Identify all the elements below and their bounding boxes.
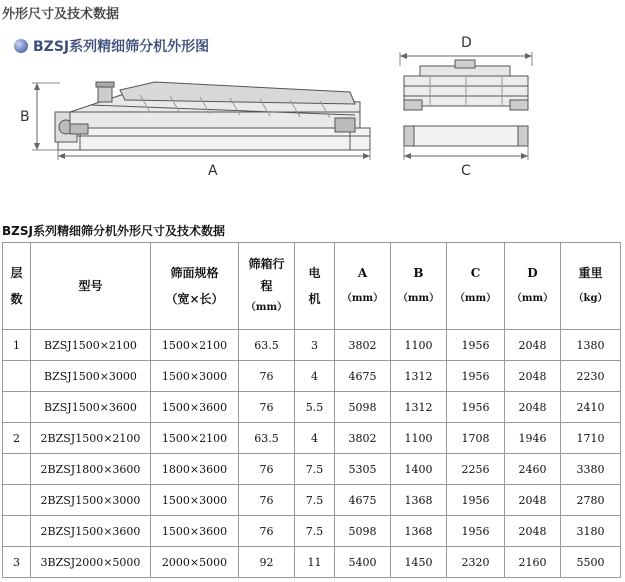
cell-weight: 1710 (561, 423, 621, 454)
cell-layers (3, 361, 31, 392)
cell-d: 1946 (505, 423, 561, 454)
cell-a: 5098 (335, 516, 391, 547)
cell-motor: 5.5 (295, 392, 335, 423)
cell-spec: 1500×2100 (151, 423, 239, 454)
cell-motor: 4 (295, 361, 335, 392)
cell-d: 2460 (505, 454, 561, 485)
cell-a: 3802 (335, 423, 391, 454)
cell-motor: 11 (295, 547, 335, 578)
cell-layers (3, 454, 31, 485)
cell-model: BZSJ1500×3600 (31, 392, 151, 423)
cell-b: 1368 (391, 485, 447, 516)
cell-b: 1100 (391, 423, 447, 454)
cell-model: 2BZSJ1800×3600 (31, 454, 151, 485)
cell-a: 3802 (335, 330, 391, 361)
cell-stroke: 63.5 (239, 330, 295, 361)
cell-weight: 2230 (561, 361, 621, 392)
cell-motor: 7.5 (295, 485, 335, 516)
cell-spec: 1500×3000 (151, 485, 239, 516)
cell-layers (3, 485, 31, 516)
cell-layers: 2 (3, 423, 31, 454)
cell-spec: 1800×3600 (151, 454, 239, 485)
cell-model: BZSJ1500×3000 (31, 361, 151, 392)
table-title: BZSJ系列精细筛分机外形尺寸及技术数据 (2, 224, 225, 238)
cell-a: 5305 (335, 454, 391, 485)
cell-spec: 1500×2100 (151, 330, 239, 361)
dimension-a-label: A (208, 163, 218, 179)
cell-weight: 5500 (561, 547, 621, 578)
cell-stroke: 76 (239, 361, 295, 392)
cell-b: 1100 (391, 330, 447, 361)
cell-d: 2048 (505, 361, 561, 392)
machine-outline-drawing (0, 0, 625, 220)
cell-d: 2048 (505, 485, 561, 516)
cell-spec: 1500×3600 (151, 516, 239, 547)
cell-stroke: 76 (239, 392, 295, 423)
table-row (3, 361, 621, 392)
cell-spec: 1500×3000 (151, 361, 239, 392)
header-a: A （mm） (335, 243, 391, 330)
cell-c: 1956 (447, 330, 505, 361)
cell-motor: 3 (295, 330, 335, 361)
cell-weight: 3380 (561, 454, 621, 485)
cell-model: 2BZSJ1500×3000 (31, 485, 151, 516)
cell-motor: 7.5 (295, 516, 335, 547)
page-heading: 外形尺寸及技术数据 (2, 7, 120, 22)
side-view (32, 82, 370, 160)
cell-c: 1956 (447, 485, 505, 516)
header-b: B （mm） (391, 243, 447, 330)
cell-b: 1312 (391, 361, 447, 392)
header-d: D （mm） (505, 243, 561, 330)
cell-b: 1400 (391, 454, 447, 485)
table-row (3, 516, 621, 547)
header-screen-spec: 筛面规格 （宽×长） (151, 243, 239, 330)
cell-c: 2320 (447, 547, 505, 578)
cell-model: 2BZSJ1500×3600 (31, 516, 151, 547)
table-row (3, 423, 621, 454)
cell-c: 1956 (447, 516, 505, 547)
cell-spec: 1500×3600 (151, 392, 239, 423)
table-row (3, 392, 621, 423)
cell-d: 2160 (505, 547, 561, 578)
cell-motor: 7.5 (295, 454, 335, 485)
cell-layers (3, 392, 31, 423)
cell-a: 4675 (335, 361, 391, 392)
cell-stroke: 76 (239, 485, 295, 516)
table-row (3, 454, 621, 485)
table-row (3, 330, 621, 361)
cell-d: 2048 (505, 516, 561, 547)
cell-model: BZSJ1500×2100 (31, 330, 151, 361)
cell-a: 5098 (335, 392, 391, 423)
cell-weight: 2410 (561, 392, 621, 423)
cell-spec: 2000×5000 (151, 547, 239, 578)
cell-b: 1368 (391, 516, 447, 547)
cell-stroke: 76 (239, 454, 295, 485)
spec-table (2, 242, 621, 578)
header-motor: 电 机 (295, 243, 335, 330)
front-view (400, 52, 532, 160)
table-row (3, 547, 621, 578)
dimension-d-label: D (461, 35, 472, 51)
cell-c: 1956 (447, 392, 505, 423)
dimension-c-label: C (461, 163, 471, 179)
cell-layers: 3 (3, 547, 31, 578)
cell-stroke: 92 (239, 547, 295, 578)
cell-weight: 2780 (561, 485, 621, 516)
cell-layers (3, 516, 31, 547)
cell-c: 1956 (447, 361, 505, 392)
cell-b: 1312 (391, 392, 447, 423)
header-layers: 层 数 (3, 243, 31, 330)
cell-c: 2256 (447, 454, 505, 485)
table-row (3, 485, 621, 516)
table-header-row (3, 243, 621, 330)
cell-d: 2048 (505, 392, 561, 423)
header-weight: 重里 （kg） (561, 243, 621, 330)
cell-a: 4675 (335, 485, 391, 516)
dimension-b-label: B (20, 109, 30, 125)
cell-weight: 1380 (561, 330, 621, 361)
cell-model: 3BZSJ2000×5000 (31, 547, 151, 578)
header-stroke: 筛箱行 程 （mm） (239, 243, 295, 330)
cell-d: 2048 (505, 330, 561, 361)
cell-c: 1708 (447, 423, 505, 454)
diagram-title-text: BZSJ系列精细筛分机外形图 (33, 39, 210, 55)
cell-a: 5400 (335, 547, 391, 578)
header-model: 型号 (31, 243, 151, 330)
cell-layers: 1 (3, 330, 31, 361)
header-c: C （mm） (447, 243, 505, 330)
cell-model: 2BZSJ1500×2100 (31, 423, 151, 454)
cell-b: 1450 (391, 547, 447, 578)
cell-weight: 3180 (561, 516, 621, 547)
cell-stroke: 76 (239, 516, 295, 547)
cell-stroke: 63.5 (239, 423, 295, 454)
cell-motor: 4 (295, 423, 335, 454)
